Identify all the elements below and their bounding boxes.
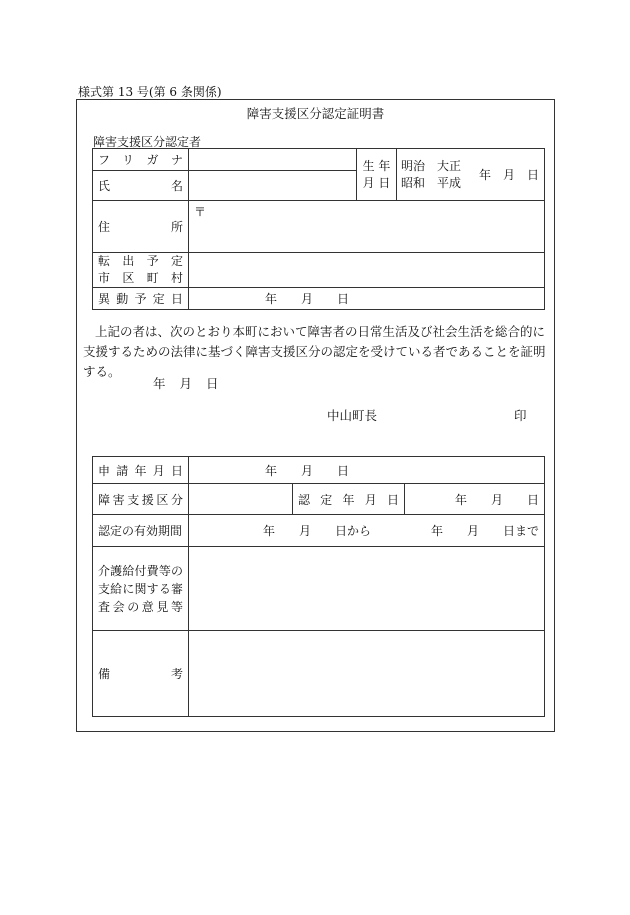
application-date-field[interactable]: 年 月 日	[189, 457, 545, 484]
applicant-table	[92, 148, 545, 310]
move-date-field[interactable]: 年 月 日	[189, 288, 545, 310]
name-field[interactable]	[189, 171, 357, 201]
cert-date-field[interactable]: 年 月 日	[405, 484, 545, 515]
birth-date-units[interactable]: 年 月 日	[467, 149, 545, 201]
application-date-label: 申請年月日	[93, 457, 189, 484]
furigana-field[interactable]	[189, 149, 357, 171]
transfer-label-line2: 市区町村	[98, 271, 183, 285]
opinion-label	[93, 547, 189, 631]
document-title: 障害支援区分認定証明書	[246, 106, 385, 121]
category-label: 障害支援区分	[93, 484, 189, 515]
opinion-field[interactable]	[189, 547, 545, 631]
opinion-label-line1: 介護給付費等の	[98, 563, 183, 578]
form-number: 様式第 13 号(第 6 条関係)	[78, 85, 222, 99]
era-row-1: 明治 大正	[401, 158, 462, 173]
address-field[interactable]	[189, 201, 545, 253]
name-label: 氏名	[93, 171, 189, 201]
transfer-field[interactable]	[189, 253, 545, 288]
era-choices[interactable]	[397, 149, 467, 201]
seal-mark: 印	[514, 408, 527, 423]
move-date-label: 異動予定日	[93, 288, 189, 310]
transfer-label-line1: 転出予定	[98, 254, 183, 268]
validity-label: 認定の有効期間	[93, 515, 189, 547]
details-table	[92, 456, 545, 717]
certificate-frame	[76, 99, 555, 732]
validity-field[interactable]: 年 月 日から 年 月 日まで	[189, 515, 545, 547]
furigana-label: フリガナ	[93, 149, 189, 171]
mayor-title: 中山町長	[327, 408, 378, 423]
postal-mark: 〒	[194, 205, 207, 219]
section-label: 障害支援区分認定者	[93, 135, 202, 149]
remarks-field[interactable]	[189, 631, 545, 717]
birth-label-line2: 月 日	[362, 175, 391, 190]
certification-text: 上記の者は、次のとおり本町において障害者の日常生活及び社会生活を総合的に支援するための法律に基づく障害支援区分の認定を受けている者であることを証明する。	[83, 324, 546, 379]
transfer-label	[93, 253, 189, 288]
birth-label-line1: 生 年	[362, 158, 391, 173]
address-label: 住所	[93, 201, 189, 253]
category-field[interactable]	[189, 484, 293, 515]
era-row-2: 昭和 平成	[401, 175, 462, 190]
remarks-label: 備考	[93, 631, 189, 717]
opinion-label-line3: 査会の意見等	[98, 599, 183, 614]
issue-date: 年 月 日	[153, 376, 219, 391]
cert-date-label: 認定年月日	[293, 484, 405, 515]
birth-label	[357, 149, 397, 201]
opinion-label-line2: 支給に関する審	[98, 581, 183, 596]
